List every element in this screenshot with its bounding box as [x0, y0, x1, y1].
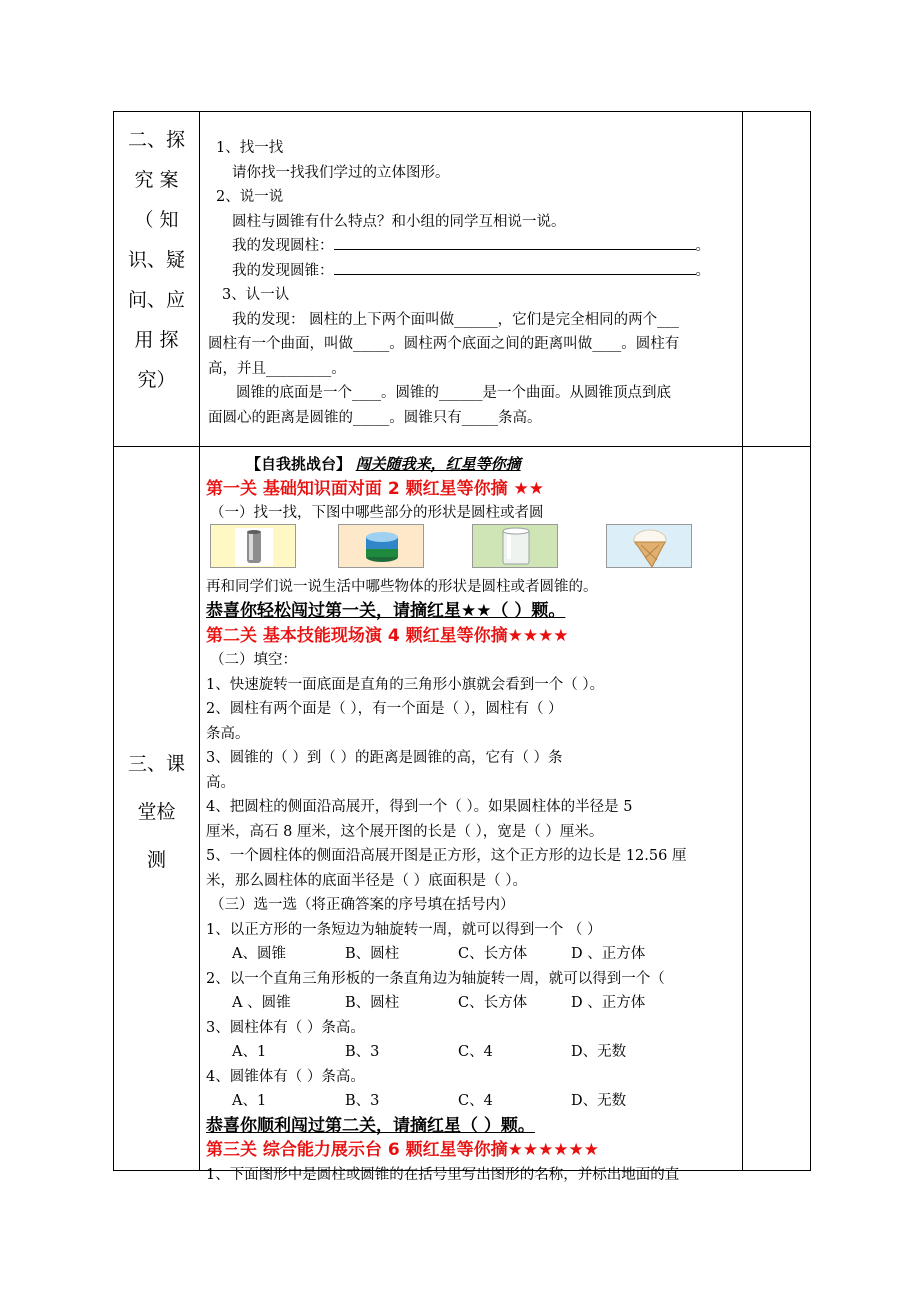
heading-say: 2、说一说 [216, 189, 284, 205]
fill-line: 米，那么圆柱体的底面半径是（ ）底面积是（ ）。 [206, 872, 527, 889]
choice-options: A、1 B、3 C、4 D、无数 [232, 1093, 627, 1109]
choice-options: A、圆锥 B、圆柱 C、长方体 D 、正方体 [232, 946, 646, 962]
fill-line: 厘米，高石 8 厘米，这个展开图的长是（ ），宽是（ ）厘米。 [206, 823, 604, 840]
cylinder-finding-blank[interactable] [334, 235, 696, 250]
challenge-header: 【自我挑战台】 闯关随我来，红星等你摘 [246, 455, 521, 473]
recognize-line: 圆锥的底面是一个____。圆锥的______是一个曲面。从圆锥顶点到底 [236, 385, 671, 401]
tin-can-icon [338, 524, 424, 568]
worksheet-table [113, 111, 811, 1183]
cone-finding-row: 我的发现圆锥： 。 [206, 259, 746, 284]
choice-options: A 、圆锥 B、圆柱 C、长方体 D 、正方体 [232, 995, 646, 1011]
fill-line: 2、圆柱有两个面是（ ），有一个面是（ ），圆柱有（ ） [206, 701, 563, 717]
heading-find: 1、找一找 [216, 140, 284, 156]
choice-options: A、1 B、3 C、4 D、无数 [232, 1044, 627, 1060]
fill-line: 4、把圆柱的侧面沿高展开，得到一个（ ）。如果圆柱体的半径是 5 [206, 799, 633, 815]
level3-title: 第三关 综合能力展示台 6 颗红星等你摘★★★★★★ [206, 1140, 600, 1160]
choice-question: 2、以一个直角三角形板的一条直角边为轴旋转一周，就可以得到一个（ [206, 970, 665, 987]
say-text: 圆柱与圆锥有什么特点？和小组的同学互相说一说。 [232, 213, 566, 230]
section2-label: 二、探 究 案 （ 知 识、疑 问、应 用 探 究） [127, 129, 185, 391]
choice-title: （三）选一选（将正确答案的序号填在括号内） [210, 897, 515, 913]
choice-question: 3、圆柱体有（ ）条高。 [206, 1019, 365, 1036]
q3-line: 1、下面图形中是圆柱或圆锥的在括号里写出图形的名称，并标出地面的直 [206, 1166, 680, 1183]
fill-line: 条高。 [206, 725, 250, 742]
level2-title: 第二关 基本技能现场演 4 颗红星等你摘★★★★ [206, 625, 569, 646]
cylinder-finding-row: 我的发现圆柱： 。 [206, 234, 746, 259]
recognize-line: 圆柱有一个曲面，叫做_____。圆柱两个底面之间的距离叫做____。圆柱有 [208, 336, 680, 352]
cup-icon [210, 524, 296, 568]
pass1-text: 恭喜你轻松闯过第一关，请摘红星★★（ ）颗。 [206, 601, 566, 621]
choice-question: 4、圆锥体有（ ）条高。 [206, 1068, 365, 1085]
picture-strip [210, 524, 690, 568]
level1-title: 第一关 基础知识面对面 2 颗红星等你摘 ★★ [206, 478, 544, 499]
column-divider [199, 112, 200, 1170]
section2-content [206, 136, 746, 430]
pass2-text: 恭喜你顺利闯过第二关，请摘红星（ ）颗。 [206, 1115, 535, 1136]
glass-icon [472, 524, 558, 568]
fill-line: 3、圆锥的（ ）到（ ）的距离是圆锥的高，它有（ ）条 [206, 750, 563, 766]
find-text: 请你找一找我们学过的立体图形。 [232, 164, 450, 181]
choice-question: 1、以正方形的一条短边为轴旋转一周，就可以得到一个 （ ） [206, 921, 602, 938]
row-divider [114, 446, 810, 447]
recognize-line: 我的发现： 圆柱的上下两个面叫做______，它们是完全相同的两个___ [232, 311, 679, 328]
ice-cream-cone-icon [606, 524, 692, 568]
fill-title: （二）填空： [210, 652, 297, 668]
fill-line: 5、一个圆柱体的侧面沿高展开图是正方形，这个正方形的边长是 12.56 厘 [206, 848, 687, 864]
fill-line: 高。 [206, 774, 235, 791]
cone-finding-blank[interactable] [334, 260, 696, 275]
recognize-line: 高，并且_________。 [208, 360, 346, 377]
fill-line: 1、快速旋转一面底面是直角的三角形小旗就会看到一个（ ）。 [206, 676, 605, 693]
section3-label: 三、课 堂检 测 [127, 753, 185, 871]
q1-text: 再和同学们说一说生活中哪些物体的形状是圆柱或者圆锥的。 [206, 578, 598, 595]
heading-recognize: 3、认一认 [222, 287, 290, 303]
recognize-line: 面圆心的距离是圆锥的_____。圆锥只有_____条高。 [208, 409, 542, 426]
q1-title: （一）找一找，下图中哪些部分的形状是圆柱或者圆 [210, 505, 544, 521]
